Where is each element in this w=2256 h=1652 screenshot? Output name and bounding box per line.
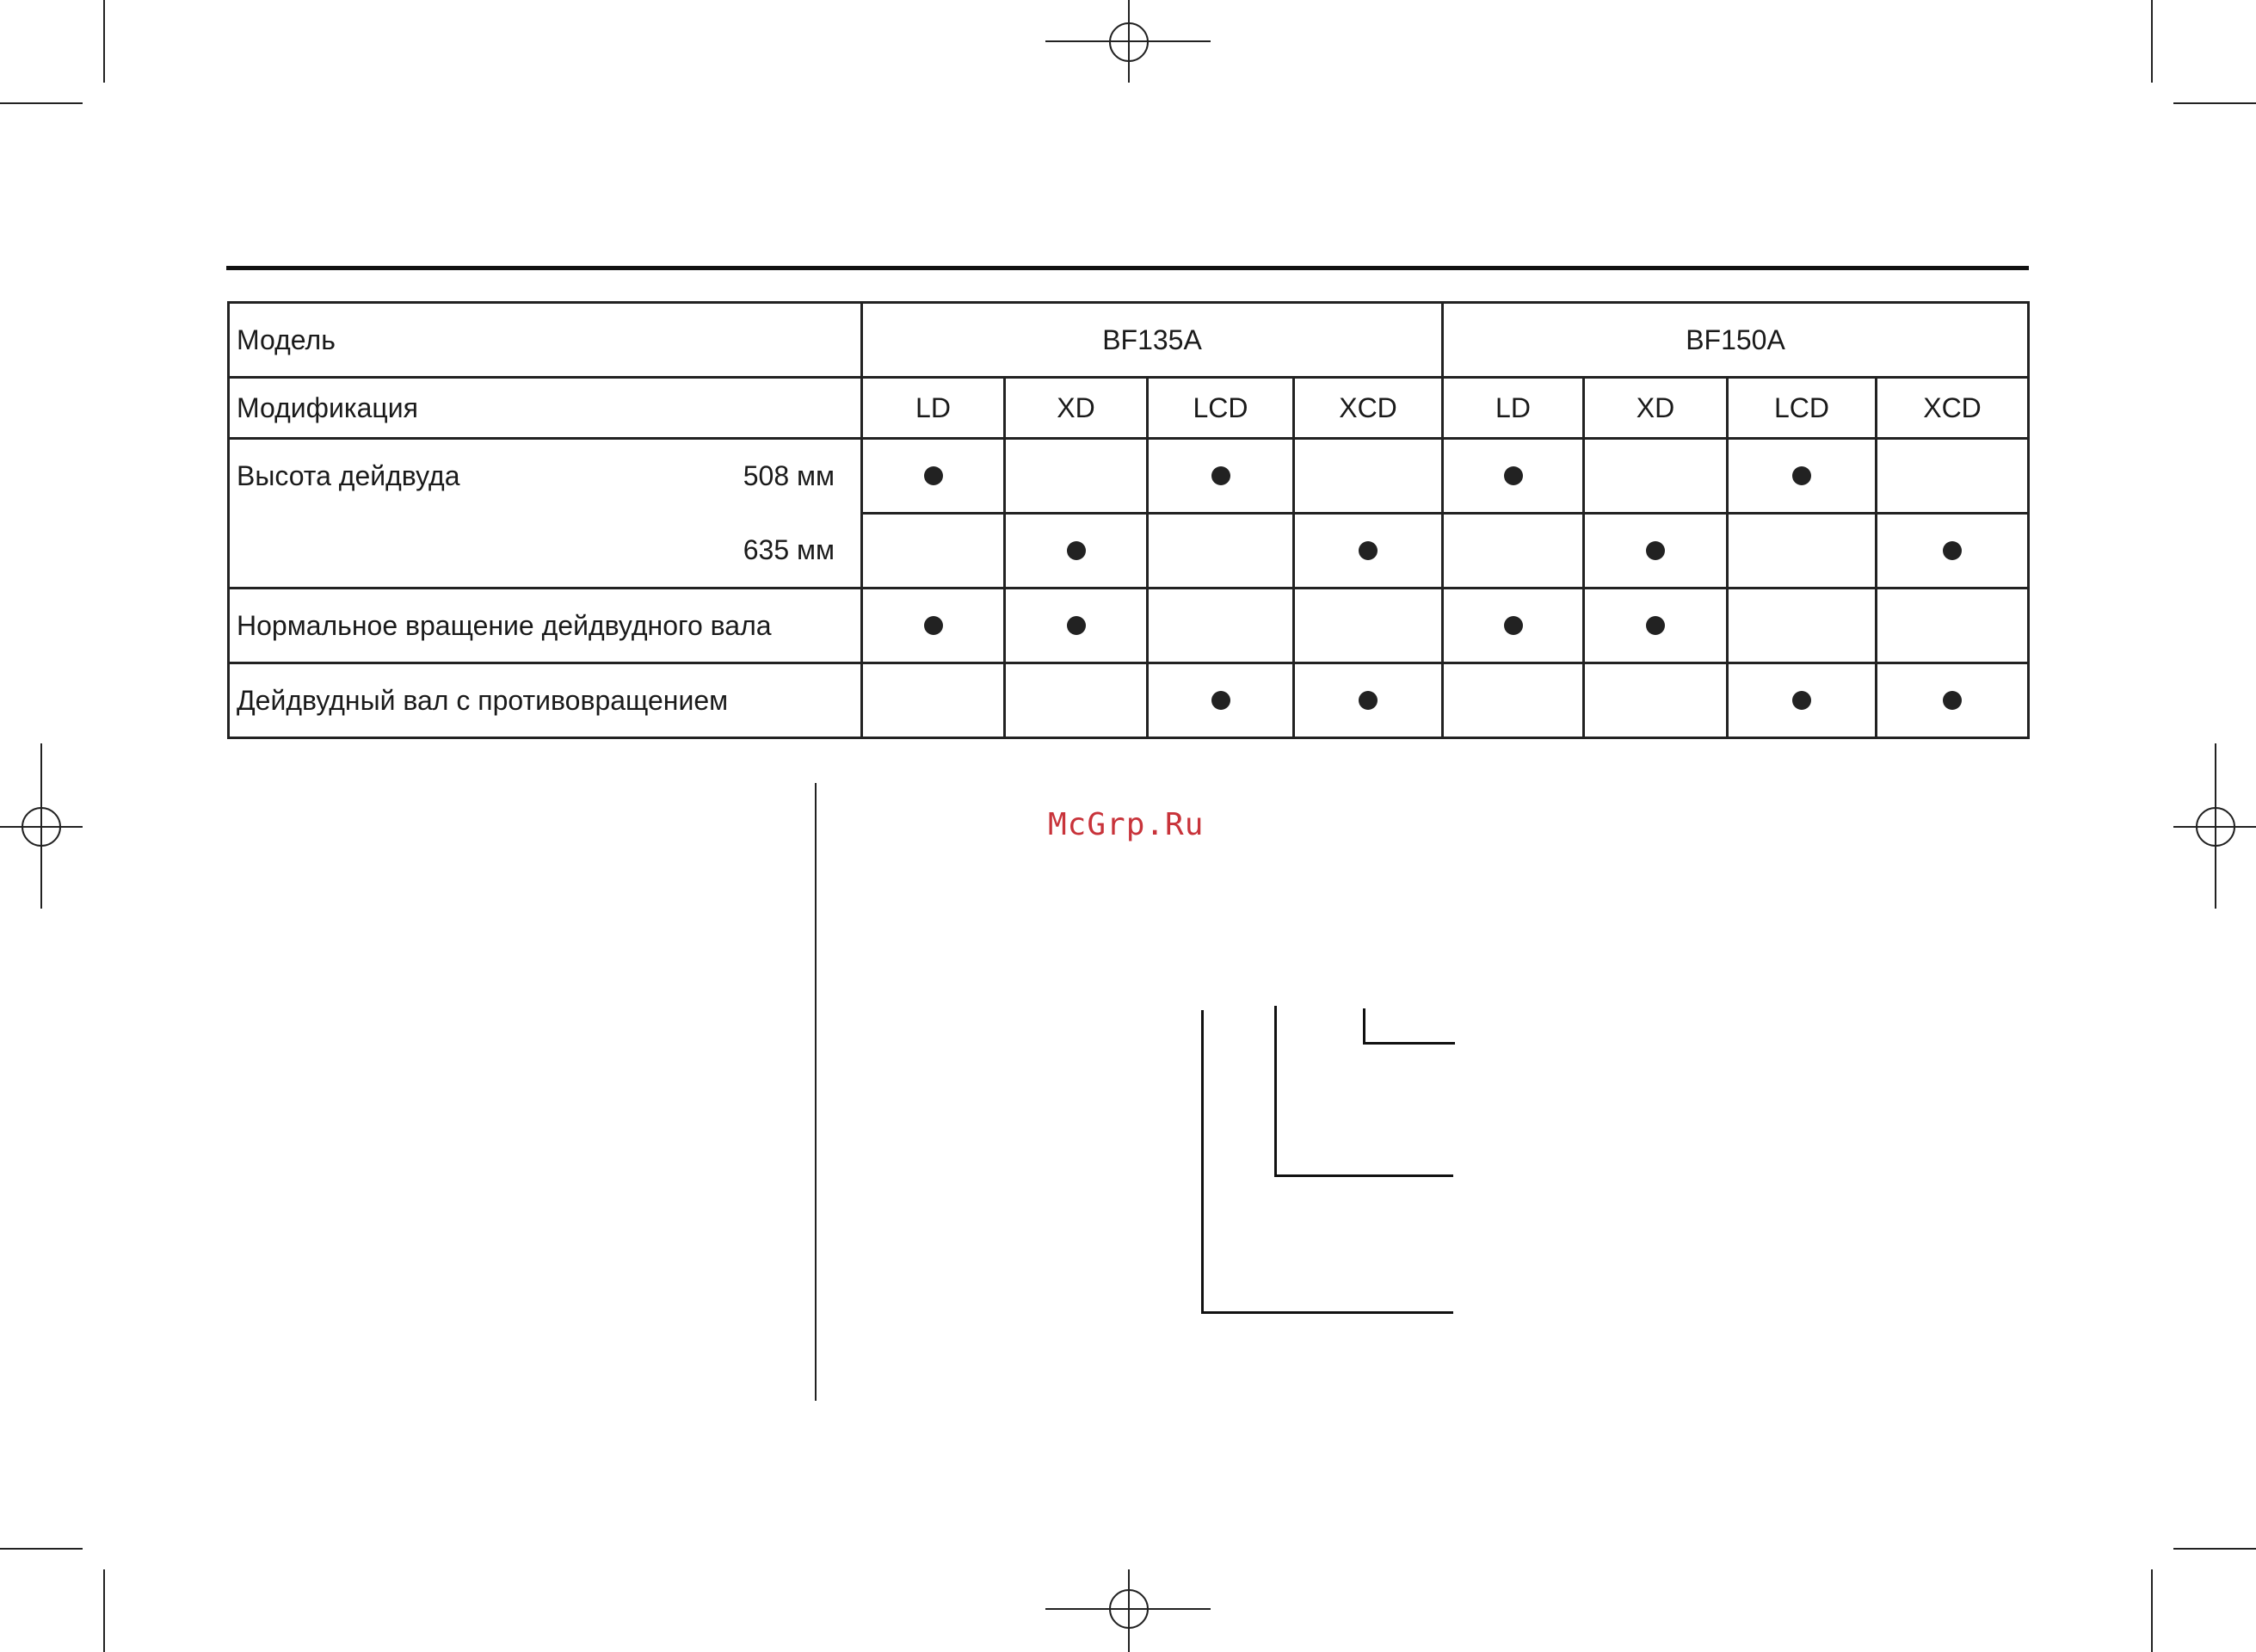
mark-cell: [862, 589, 1005, 663]
modification-label: Модификация: [229, 378, 862, 439]
mod-cell: LCD: [1148, 378, 1294, 439]
height-635-row: [229, 514, 2029, 589]
height-508-label: 508 мм: [743, 460, 835, 492]
counter-rotation-row: [229, 663, 2029, 738]
mark-cell: [1877, 439, 2029, 514]
filled-dot-icon: [1359, 541, 1378, 560]
filled-dot-icon: [1792, 691, 1811, 710]
mark-cell: [1294, 589, 1443, 663]
mark-cell: [1443, 514, 1584, 589]
mark-cell: [1728, 589, 1877, 663]
model-label: Модель: [229, 303, 862, 378]
mark-cell: [1584, 514, 1728, 589]
mark-cell: [1005, 514, 1148, 589]
filled-dot-icon: [1211, 691, 1230, 710]
filled-dot-icon: [1646, 541, 1665, 560]
mark-cell: [1443, 589, 1584, 663]
model-bf150a: BF150A: [1443, 303, 2029, 378]
mod-cell: XCD: [1877, 378, 2029, 439]
model-bf135a: BF135A: [862, 303, 1443, 378]
modification-row: [229, 378, 2029, 439]
mark-cell: [1728, 663, 1877, 738]
mod-cell: XCD: [1294, 378, 1443, 439]
mark-cell: [862, 439, 1005, 514]
height-635-cell: [229, 514, 862, 589]
mark-cell: [1443, 439, 1584, 514]
mark-cell: [1443, 663, 1584, 738]
model-spec-table: [227, 301, 2030, 739]
height-635-label: 635 мм: [743, 533, 835, 565]
filled-dot-icon: [1943, 541, 1962, 560]
crop-mark: [2173, 102, 2256, 104]
mark-cell: [1148, 514, 1294, 589]
watermark: McGrp.Ru: [1048, 807, 1205, 842]
mark-cell: [1005, 589, 1148, 663]
mark-cell: [1148, 589, 1294, 663]
mark-cell: [862, 514, 1005, 589]
normal-rotation-row: [229, 589, 2029, 663]
mark-cell: [1294, 663, 1443, 738]
mark-cell: [1005, 439, 1148, 514]
filled-dot-icon: [1504, 466, 1523, 485]
mark-cell: [1877, 589, 2029, 663]
mod-cell: LD: [1443, 378, 1584, 439]
mark-cell: [1877, 514, 2029, 589]
mark-cell: [1728, 439, 1877, 514]
crop-mark: [2151, 1569, 2153, 1652]
filled-dot-icon: [1504, 616, 1523, 635]
filled-dot-icon: [924, 466, 943, 485]
mark-cell: [1148, 663, 1294, 738]
mark-cell: [1294, 514, 1443, 589]
crop-mark: [103, 1569, 105, 1652]
filled-dot-icon: [924, 616, 943, 635]
height-508-row: [229, 439, 2029, 514]
filled-dot-icon: [1359, 691, 1378, 710]
mod-cell: XD: [1005, 378, 1148, 439]
crop-mark: [0, 102, 83, 104]
mark-cell: [1584, 589, 1728, 663]
model-row: [229, 303, 2029, 378]
mark-cell: [1877, 663, 2029, 738]
filled-dot-icon: [1067, 541, 1086, 560]
header-rule: [226, 266, 2029, 270]
mod-cell: LD: [862, 378, 1005, 439]
filled-dot-icon: [1943, 691, 1962, 710]
transom-label-cell: [229, 439, 862, 514]
mark-cell: [1584, 439, 1728, 514]
mark-cell: [1005, 663, 1148, 738]
crop-mark: [2173, 1548, 2256, 1550]
normal-rotation-label: Нормальное вращение дейдвудного вала: [229, 589, 862, 663]
filled-dot-icon: [1211, 466, 1230, 485]
crop-mark: [103, 0, 105, 83]
counter-rotation-label: Дейдвудный вал с противовращением: [229, 663, 862, 738]
column-divider: [815, 783, 817, 1401]
mark-cell: [1728, 514, 1877, 589]
mark-cell: [1584, 663, 1728, 738]
mod-cell: LCD: [1728, 378, 1877, 439]
crop-mark: [2151, 0, 2153, 83]
callout-line-short: [1363, 1008, 1455, 1045]
filled-dot-icon: [1067, 616, 1086, 635]
crop-mark: [0, 1548, 83, 1550]
mark-cell: [1148, 439, 1294, 514]
filled-dot-icon: [1646, 616, 1665, 635]
mod-cell: XD: [1584, 378, 1728, 439]
mark-cell: [862, 663, 1005, 738]
filled-dot-icon: [1792, 466, 1811, 485]
mark-cell: [1294, 439, 1443, 514]
transom-label: Высота дейдвуда: [237, 460, 460, 492]
